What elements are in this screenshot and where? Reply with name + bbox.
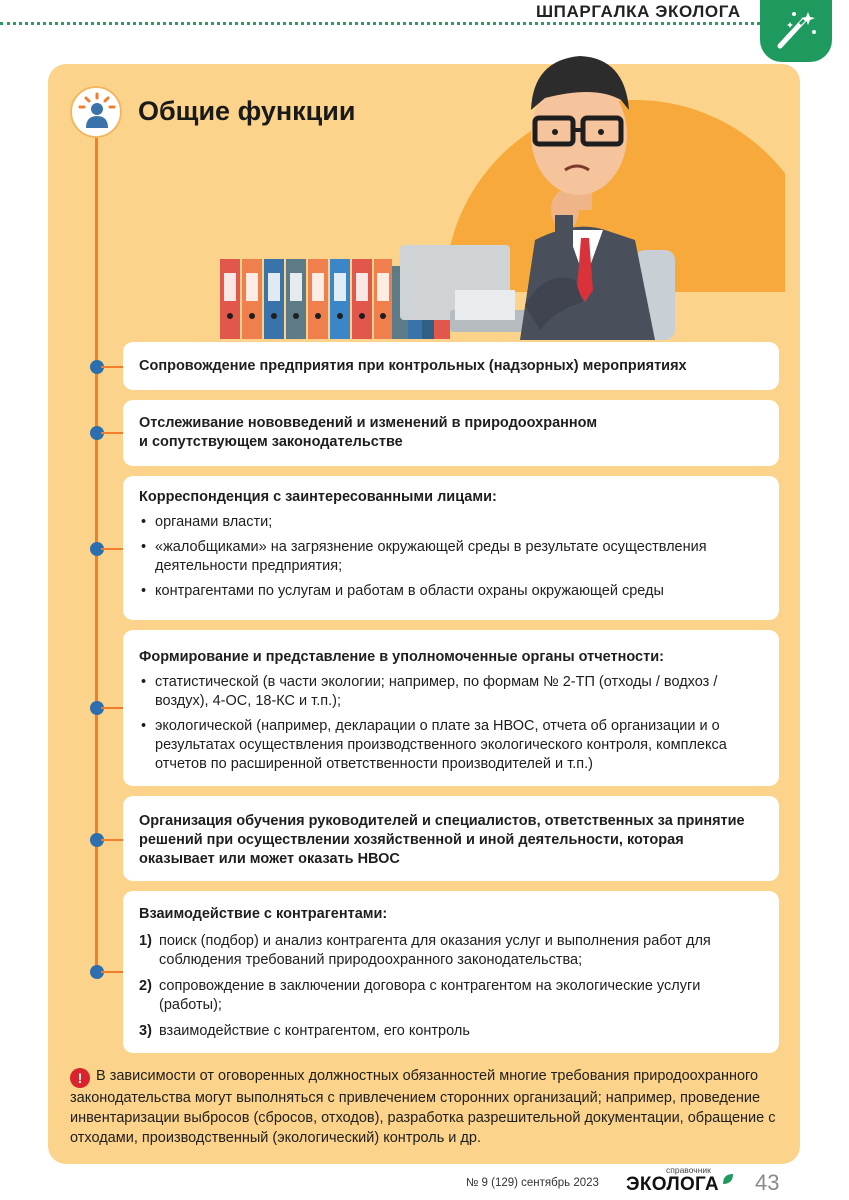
warning-note [70,1066,776,1148]
timeline-connector [101,432,123,434]
function-title: Взаимодействие с контрагентами: [139,906,388,922]
function-card [123,342,779,390]
bullet-item: • органами власти; [139,513,763,532]
bullet-item: • экологической (например, декларации о плате за НВОС, отчета об организации и о результатах осуществления производственного экологического контроля, комплекса отчетов по расширенной ответственности производителей и т.п.) [139,717,763,774]
step-item: 2) сопровождение в заключении договора с контрагентом на экологические услуги (работы); [139,978,701,1013]
header-dotted-rule [0,22,760,25]
bullet-item: • статистической (в части экологии; например, по формам № 2-ТП (отходы / водхоз / воздух), 4-ОС, 18-КС и т.п.); [139,673,763,711]
step-item: 1) поиск (подбор) и анализ контрагента для оказания услуг и выполнения работ для соблюдения требований природоохранного законодательства; [139,933,711,968]
brand-caption: справочник [666,1165,711,1175]
function-bullet-list [139,513,763,601]
function-title: Формирование и представление в уполномоченные органы отчетности: [139,649,664,665]
timeline-connector [101,839,123,841]
bullet-item: • контрагентами по услугам и работам в области охраны окружающей среды [139,582,763,601]
timeline-connector [101,971,123,973]
function-card [123,891,779,1053]
function-title: Корреспонденция с заинтересованными лицами: [139,489,497,505]
function-card [123,400,779,466]
function-bullet-list [139,673,763,774]
timeline-connector [101,707,123,709]
function-title: Отслеживание нововведений и изменений в природоохранном и сопутствующем законодательстве [139,415,598,450]
section-title: Общие функции [138,96,356,126]
function-step-list [139,932,763,1041]
function-card [123,630,779,786]
warning-icon: ! [70,1068,90,1088]
function-card [123,796,779,881]
page-number: 43 [755,1170,780,1195]
bullet-item: • «жалобщиками» на загрязнение окружающей среды в результате осуществления деятельности предприятия; [139,538,763,576]
function-card [123,476,779,620]
timeline-connector [101,366,123,368]
timeline-connector [101,548,123,550]
function-title: Организация обучения руководителей и специалистов, ответственных за принятие решений при осуществлении хозяйственной и иной деятельности, которая оказывает или может оказать НВОС [139,813,745,867]
thinking-man-illustration [215,40,785,340]
header-title: ШПАРГАЛКА ЭКОЛОГА [526,2,751,22]
person-idea-icon [70,86,122,138]
leaf-icon [722,1173,734,1185]
timeline-line [95,138,98,974]
function-title: Сопровождение предприятия при контрольных (надзорных) мероприятиях [139,358,687,374]
warning-note-text: В зависимости от оговоренных должностных обязанностей многие требования природоохранного законодательства могут выполняться с привлечением сторонних организаций; например, проведение инвентаризации выбросов (сбросов, отходов), разработка разрешительной документации, обращение с отходами, производственный (экологический) контроль и др. [70,1068,776,1146]
issue-info: № 9 (129) сентябрь 2023 [466,1177,599,1189]
step-item: 3) взаимодействие с контрагентом, его контроль [139,1023,470,1039]
brand-logo-text: ЭКОЛОГА [626,1174,719,1195]
